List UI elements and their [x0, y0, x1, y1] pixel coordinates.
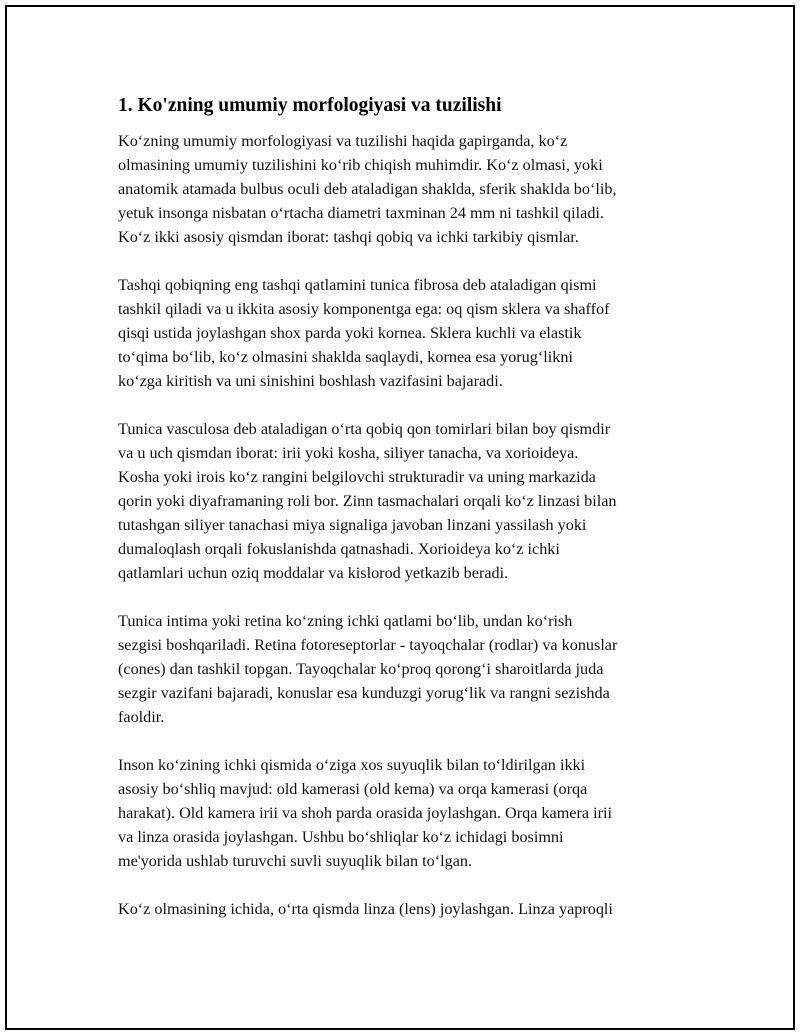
paragraph-line: ko‘zga kiritish va uni sinishini boshlash vazifasini bajaradi.	[118, 372, 503, 390]
paragraph-line: va u uch qismdan iborat: irii yoki kosha, siliyer tanacha, va xorioideya.	[118, 444, 579, 462]
paragraph-line: Kosha yoki irois ko‘z rangini belgilovchi strukturadir va uning markazida	[118, 468, 596, 486]
paragraph	[118, 273, 698, 393]
paragraph	[118, 129, 698, 249]
paragraph-list	[118, 129, 698, 921]
paragraph-line: Tunica intima yoki retina ko‘zning ichki qatlami bo‘lib, undan ko‘rish	[118, 612, 573, 630]
paragraph-line: tashkil qiladi va u ikkita asosiy komponentga ega: oq qism sklera va shaffof	[118, 300, 610, 318]
paragraph-line: Tunica vasculosa deb ataladigan o‘rta qobiq qon tomirlari bilan boy qismdir	[118, 420, 611, 438]
paragraph-line: asosiy bo‘shliq mavjud: old kamerasi (old kema) va orqa kamerasi (orqa	[118, 780, 588, 798]
paragraph-line: harakat). Old kamera irii va shoh parda orasida joylashgan. Orqa kamera irii	[118, 804, 612, 822]
paragraph-line: yetuk insonga nisbatan o‘rtacha diametri taxminan 24 mm ni tashkil qiladi.	[118, 204, 604, 222]
paragraph	[118, 897, 698, 921]
document-body	[118, 93, 698, 945]
paragraph-line: to‘qima bo‘lib, ko‘z olmasini shaklda saqlaydi, kornea esa yorug‘likni	[118, 348, 573, 366]
paragraph-line: Ko‘z olmasining ichida, o‘rta qismda linza (lens) joylashgan. Linza yaproqli	[118, 900, 613, 918]
paragraph	[118, 609, 698, 729]
paragraph-line: dumaloqlash orqali fokuslanishda qatnashadi. Xorioideya ko‘z ichki	[118, 540, 560, 558]
paragraph	[118, 753, 698, 873]
paragraph-line: Ko‘zning umumiy morfologiyasi va tuzilishi haqida gapirganda, ko‘z	[118, 132, 568, 150]
section-heading: 1. Ko'zning umumiy morfologiyasi va tuzilishi	[118, 95, 502, 116]
paragraph-line: faoldir.	[118, 708, 165, 726]
paragraph	[118, 417, 698, 585]
paragraph-line: sezgisi boshqariladi. Retina fotoreseptorlar - tayoqchalar (rodlar) va konuslar	[118, 636, 618, 654]
paragraph-line: tutashgan siliyer tanachasi miya signaliga javoban linzani yassilash yoki	[118, 516, 587, 534]
paragraph-line: me'yorida ushlab turuvchi suvli suyuqlik bilan to‘lgan.	[118, 852, 473, 870]
paragraph-line: sezgir vazifani bajaradi, konuslar esa kunduzgi yorug‘lik va rangni sezishda	[118, 684, 610, 702]
page-frame	[5, 5, 795, 1030]
paragraph-line: qisqi ustida joylashgan shox parda yoki kornea. Sklera kuchli va elastik	[118, 324, 582, 342]
paragraph-line: anatomik atamada bulbus oculi deb ataladigan shaklda, sferik shaklda bo‘lib,	[118, 180, 617, 198]
paragraph-line: qorin yoki diyaframaning roli bor. Zinn tasmachalari orqali ko‘z linzasi bilan	[118, 492, 617, 510]
paragraph-line: Tashqi qobiqning eng tashqi qatlamini tunica fibrosa deb ataladigan qismi	[118, 276, 597, 294]
paragraph-line: qatlamlari uchun oziq moddalar va kislorod yetkazib beradi.	[118, 564, 509, 582]
paragraph-line: olmasining umumiy tuzilishini ko‘rib chiqish muhimdir. Ko‘z olmasi, yoki	[118, 156, 603, 174]
paragraph-line: Ko‘z ikki asosiy qismdan iborat: tashqi qobiq va ichki tarkibiy qismlar.	[118, 228, 579, 246]
paragraph-line: (cones) dan tashkil topgan. Tayoqchalar ko‘proq qorong‘i sharoitlarda juda	[118, 660, 604, 678]
paragraph-line: va linza orasida joylashgan. Ushbu bo‘shliqlar ko‘z ichidagi bosimni	[118, 828, 564, 846]
paragraph-line: Inson ko‘zining ichki qismida o‘ziga xos suyuqlik bilan to‘ldirilgan ikki	[118, 756, 586, 774]
